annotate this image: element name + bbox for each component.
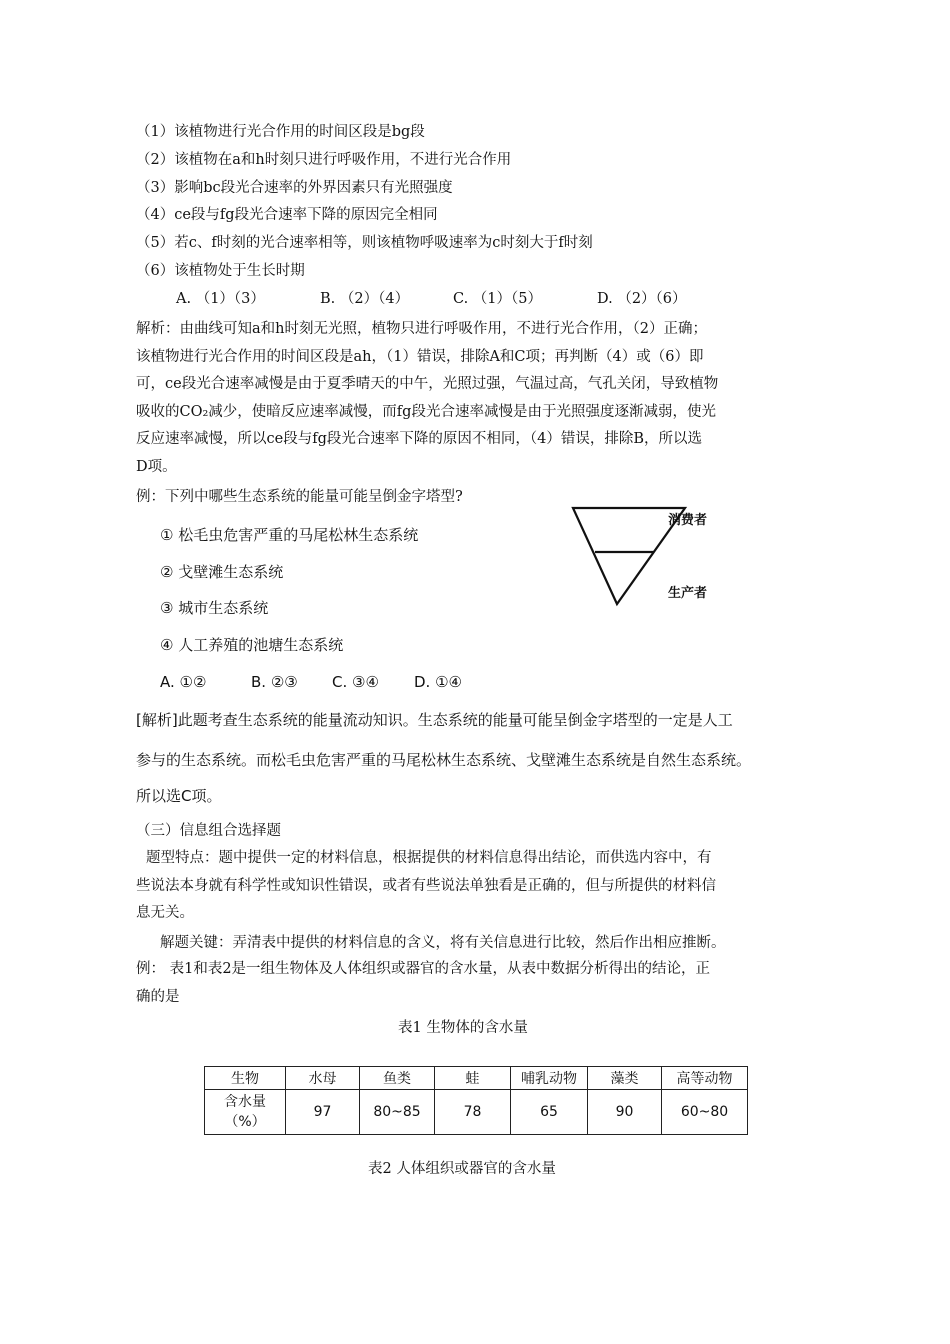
- table-cell: 78: [435, 1090, 511, 1135]
- analysis-1-line: 该植物进行光合作用的时间区段是ah，（1）错误，排除A和C项；再判断（4）或（6）即: [136, 348, 704, 365]
- analysis-1-line: 反应速率减慢，所以ce段与fg段光合速率下降的原因不相同，（4）错误，排除B，所以选: [136, 431, 702, 447]
- inverted-pyramid-diagram: [565, 502, 735, 612]
- example-2-item-4: ④ 人工养殖的池塘生态系统: [160, 636, 344, 654]
- analysis-1-line: 解析：由曲线可知a和h时刻无光照，植物只进行呼吸作用，不进行光合作用，（2）正确；: [136, 321, 707, 337]
- analysis-2-line: 参与的生态系统。而松毛虫危害严重的马尾松林生态系统、戈壁滩生态系统是自然生态系统。: [136, 751, 752, 769]
- table-2-caption: 表2 人体组织或器官的含水量: [368, 1161, 556, 1177]
- option-c: C. （1）（5）: [453, 291, 542, 307]
- table-cell: 60~80: [662, 1090, 748, 1135]
- table-header-row: [205, 1067, 748, 1090]
- example-2-option-d: D. ①④: [414, 673, 462, 691]
- feature-line: 息无关。: [136, 905, 194, 921]
- option-b: B. （2）（4）: [320, 291, 410, 307]
- statement-5: （5）若c、f时刻的光合速率相等，则该植物呼吸速率为c时刻大于f时刻: [136, 235, 593, 251]
- table-cell: 90: [588, 1090, 662, 1135]
- row-label-cell: [205, 1090, 286, 1135]
- consumer-label: 消费者: [668, 513, 708, 528]
- row-label-unit: （%）: [224, 1114, 266, 1130]
- example-2-item-2: ② 戈壁滩生态系统: [160, 563, 284, 581]
- analysis-1-line: 吸收的CO₂减少，使暗反应速率减慢，而fg段光合速率减慢是由于光照强度逐渐减弱，使光: [136, 403, 716, 420]
- example-2-item-1: ① 松毛虫危害严重的马尾松林生态系统: [160, 526, 419, 544]
- table-header-cell: 哺乳动物: [511, 1067, 588, 1090]
- table-header-cell: 藻类: [588, 1067, 662, 1090]
- example-3-line: 确的是: [136, 988, 180, 1005]
- section-3-title: （三）信息组合选择题: [136, 823, 281, 839]
- feature-line: 题型特点：题中提供一定的材料信息，根据提供的材料信息得出结论，而供选内容中，有: [146, 850, 712, 866]
- row-label: 含水量: [224, 1094, 266, 1110]
- example-2-question: 例：下列中哪些生态系统的能量可能呈倒金字塔型?: [136, 489, 463, 505]
- analysis-1-line: D项。: [136, 458, 177, 475]
- analysis-1-line: 可，ce段光合速率减慢是由于夏季晴天的中午，光照过强，气温过高，气孔关闭，导致植物: [136, 376, 719, 392]
- statement-3: （3）影响bc段光合速率的外界因素只有光照强度: [136, 180, 453, 196]
- feature-line: 些说法本身就有科学性或知识性错误，或者有些说法单独看是正确的，但与所提供的材料信: [136, 877, 716, 894]
- option-a: A. （1）（3）: [176, 291, 265, 307]
- example-2-option-c: C. ③④: [332, 673, 379, 691]
- example-2-option-b: B. ②③: [251, 673, 298, 691]
- table-cell: 65: [511, 1090, 588, 1135]
- statement-1: （1）该植物进行光合作用的时间区段是bg段: [136, 124, 425, 140]
- example-3-line: 例： 表1和表2是一组生物体及人体组织或器官的含水量，从表中数据分析得出的结论，正: [136, 961, 711, 977]
- table-row: [205, 1090, 748, 1135]
- table-header-cell: 鱼类: [360, 1067, 435, 1090]
- table-header-cell: 蛙: [435, 1067, 511, 1090]
- table-1-caption: 表1 生物体的含水量: [398, 1020, 528, 1036]
- option-d: D. （2）（6）: [597, 291, 687, 307]
- analysis-1: [136, 316, 821, 481]
- section-3-features: [136, 845, 821, 928]
- analysis-2-line: [解析]此题考查生态系统的能量流动知识。生态系统的能量可能呈倒金字塔型的一定是人工: [136, 711, 733, 729]
- table-cell: 80~85: [360, 1090, 435, 1135]
- producer-label: 生产者: [668, 586, 708, 601]
- example-3: [136, 956, 821, 1011]
- table-header-cell: 水母: [286, 1067, 360, 1090]
- example-2-option-a: A. ①②: [160, 673, 207, 691]
- table-cell: 97: [286, 1090, 360, 1135]
- table-header-cell: 生物: [205, 1067, 286, 1090]
- table-header-cell: 高等动物: [662, 1067, 748, 1090]
- statement-6: （6）该植物处于生长时期: [136, 263, 305, 279]
- statement-2: （2）该植物在a和h时刻只进行呼吸作用，不进行光合作用: [136, 152, 512, 168]
- statement-4: （4）ce段与fg段光合速率下降的原因完全相同: [136, 207, 438, 223]
- example-2-item-3: ③ 城市生态系统: [160, 599, 269, 617]
- analysis-2-line: 所以选C项。: [136, 787, 222, 805]
- water-content-table: [204, 1066, 748, 1135]
- section-3-key: 解题关键：弄清表中提供的材料信息的含义，将有关信息进行比较，然后作出相应推断。: [160, 935, 726, 951]
